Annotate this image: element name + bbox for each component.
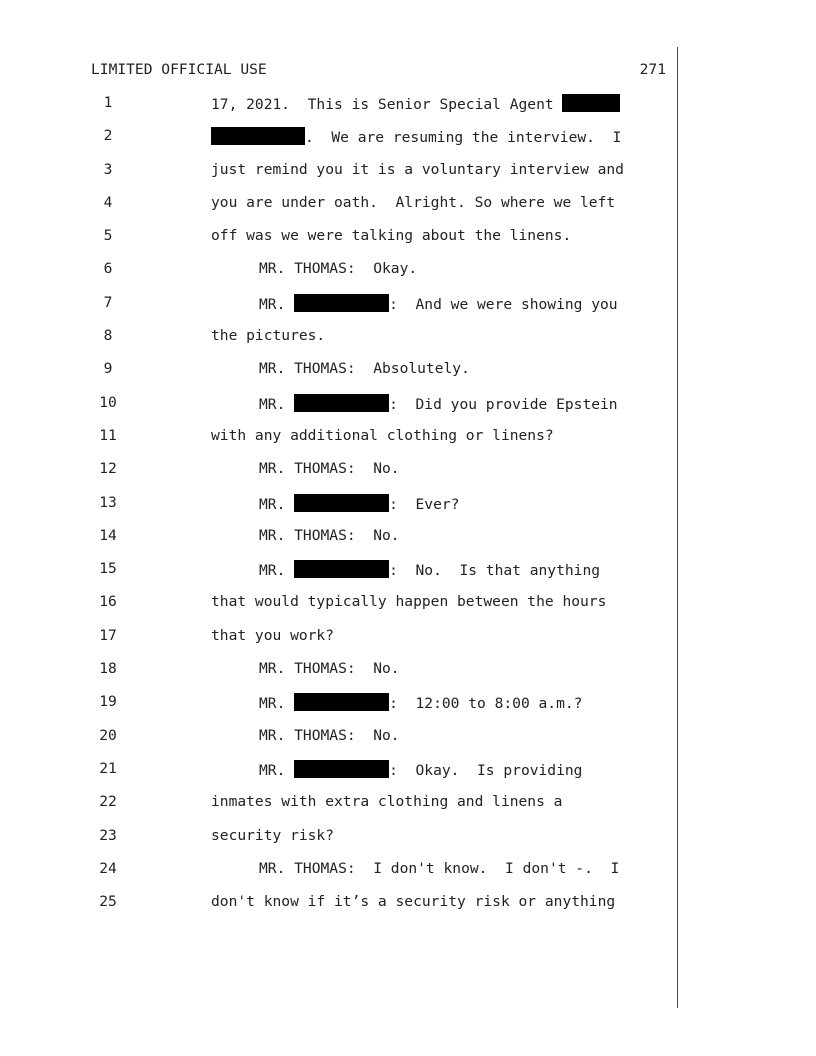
line-number: 19 bbox=[99, 693, 117, 711]
line-number: 5 bbox=[103, 227, 113, 245]
transcript-line bbox=[0, 460, 680, 493]
transcript-line bbox=[0, 327, 680, 360]
line-number: 7 bbox=[103, 293, 113, 311]
transcript-line bbox=[0, 360, 680, 393]
line-number: 4 bbox=[103, 193, 113, 211]
line-text: off was we were talking about the linens. bbox=[211, 227, 572, 245]
line-text: MR. THOMAS: No. bbox=[259, 460, 400, 478]
line-text: MR. THOMAS: No. bbox=[259, 526, 400, 544]
classification-marking: LIMITED OFFICIAL USE bbox=[91, 61, 267, 78]
transcript-line bbox=[0, 294, 680, 327]
transcript-line bbox=[0, 527, 680, 560]
transcript-line bbox=[0, 494, 680, 527]
line-text: don't know if it’s a security risk or anything bbox=[211, 893, 616, 911]
line-text: MR. THOMAS: I don't know. I don't -. I bbox=[259, 859, 620, 877]
line-text: MR. THOMAS: Okay. bbox=[259, 260, 418, 278]
redaction-box bbox=[294, 560, 389, 578]
line-number: 3 bbox=[103, 160, 113, 178]
line-text: inmates with extra clothing and linens a bbox=[211, 793, 563, 811]
line-text: that you work? bbox=[211, 626, 335, 644]
transcript-line bbox=[0, 194, 680, 227]
line-text: MR. : Did you provide Epstein bbox=[259, 395, 618, 413]
line-text: you are under oath. Alright. So where we left bbox=[211, 193, 616, 211]
line-text: security risk? bbox=[211, 826, 335, 844]
line-number: 25 bbox=[99, 893, 117, 911]
line-text: that would typically happen between the hours bbox=[211, 593, 607, 611]
transcript-line bbox=[0, 827, 680, 860]
line-text: MR. : 12:00 to 8:00 a.m.? bbox=[259, 695, 583, 713]
line-text: MR. : Ever? bbox=[259, 495, 460, 513]
transcript-line bbox=[0, 427, 680, 460]
transcript-body bbox=[0, 94, 680, 926]
transcript-line bbox=[0, 161, 680, 194]
line-number: 15 bbox=[99, 560, 117, 578]
transcript-line bbox=[0, 893, 680, 926]
transcript-line bbox=[0, 760, 680, 793]
redaction-box bbox=[294, 294, 389, 312]
line-number: 21 bbox=[99, 759, 117, 777]
line-number: 23 bbox=[99, 826, 117, 844]
line-number: 9 bbox=[103, 360, 113, 378]
line-number: 10 bbox=[99, 393, 117, 411]
transcript-line bbox=[0, 394, 680, 427]
transcript-line bbox=[0, 627, 680, 660]
line-number: 11 bbox=[99, 426, 117, 444]
transcript-line bbox=[0, 860, 680, 893]
transcript-line bbox=[0, 693, 680, 726]
transcript-line bbox=[0, 593, 680, 626]
redaction-box bbox=[294, 760, 389, 778]
line-number: 17 bbox=[99, 626, 117, 644]
line-text: MR. THOMAS: Absolutely. bbox=[259, 360, 470, 378]
redaction-box bbox=[294, 693, 389, 711]
transcript-line bbox=[0, 660, 680, 693]
line-number: 22 bbox=[99, 793, 117, 811]
line-text: 17, 2021. This is Senior Special Agent bbox=[211, 94, 620, 113]
line-text: MR. : Okay. Is providing bbox=[259, 761, 583, 779]
line-text: the pictures. bbox=[211, 327, 326, 345]
page-header bbox=[91, 61, 666, 81]
line-number: 8 bbox=[103, 327, 113, 345]
line-number: 14 bbox=[99, 526, 117, 544]
line-text: MR. THOMAS: No. bbox=[259, 726, 400, 744]
line-text: . We are resuming the interview. I bbox=[211, 127, 621, 146]
transcript-line bbox=[0, 793, 680, 826]
line-number: 24 bbox=[99, 859, 117, 877]
line-number: 20 bbox=[99, 726, 117, 744]
transcript-line bbox=[0, 560, 680, 593]
line-text: with any additional clothing or linens? bbox=[211, 426, 554, 444]
redaction-box bbox=[211, 127, 305, 145]
transcript-line bbox=[0, 727, 680, 760]
line-number: 16 bbox=[99, 593, 117, 611]
line-text: just remind you it is a voluntary interview and bbox=[211, 160, 624, 178]
line-text: MR. : And we were showing you bbox=[259, 295, 618, 313]
redaction-box bbox=[562, 94, 620, 112]
line-text: MR. THOMAS: No. bbox=[259, 660, 400, 678]
line-number: 18 bbox=[99, 660, 117, 678]
line-number: 12 bbox=[99, 460, 117, 478]
transcript-line bbox=[0, 260, 680, 293]
transcript-line bbox=[0, 94, 680, 127]
page-number: 271 bbox=[639, 61, 666, 78]
redaction-box bbox=[294, 494, 389, 512]
line-number: 1 bbox=[103, 94, 113, 111]
line-number: 6 bbox=[103, 260, 113, 278]
line-text: MR. : No. Is that anything bbox=[259, 562, 601, 580]
line-number: 13 bbox=[99, 493, 117, 511]
redaction-box bbox=[294, 394, 389, 412]
transcript-line bbox=[0, 227, 680, 260]
transcript-line bbox=[0, 127, 680, 160]
line-number: 2 bbox=[103, 127, 113, 145]
